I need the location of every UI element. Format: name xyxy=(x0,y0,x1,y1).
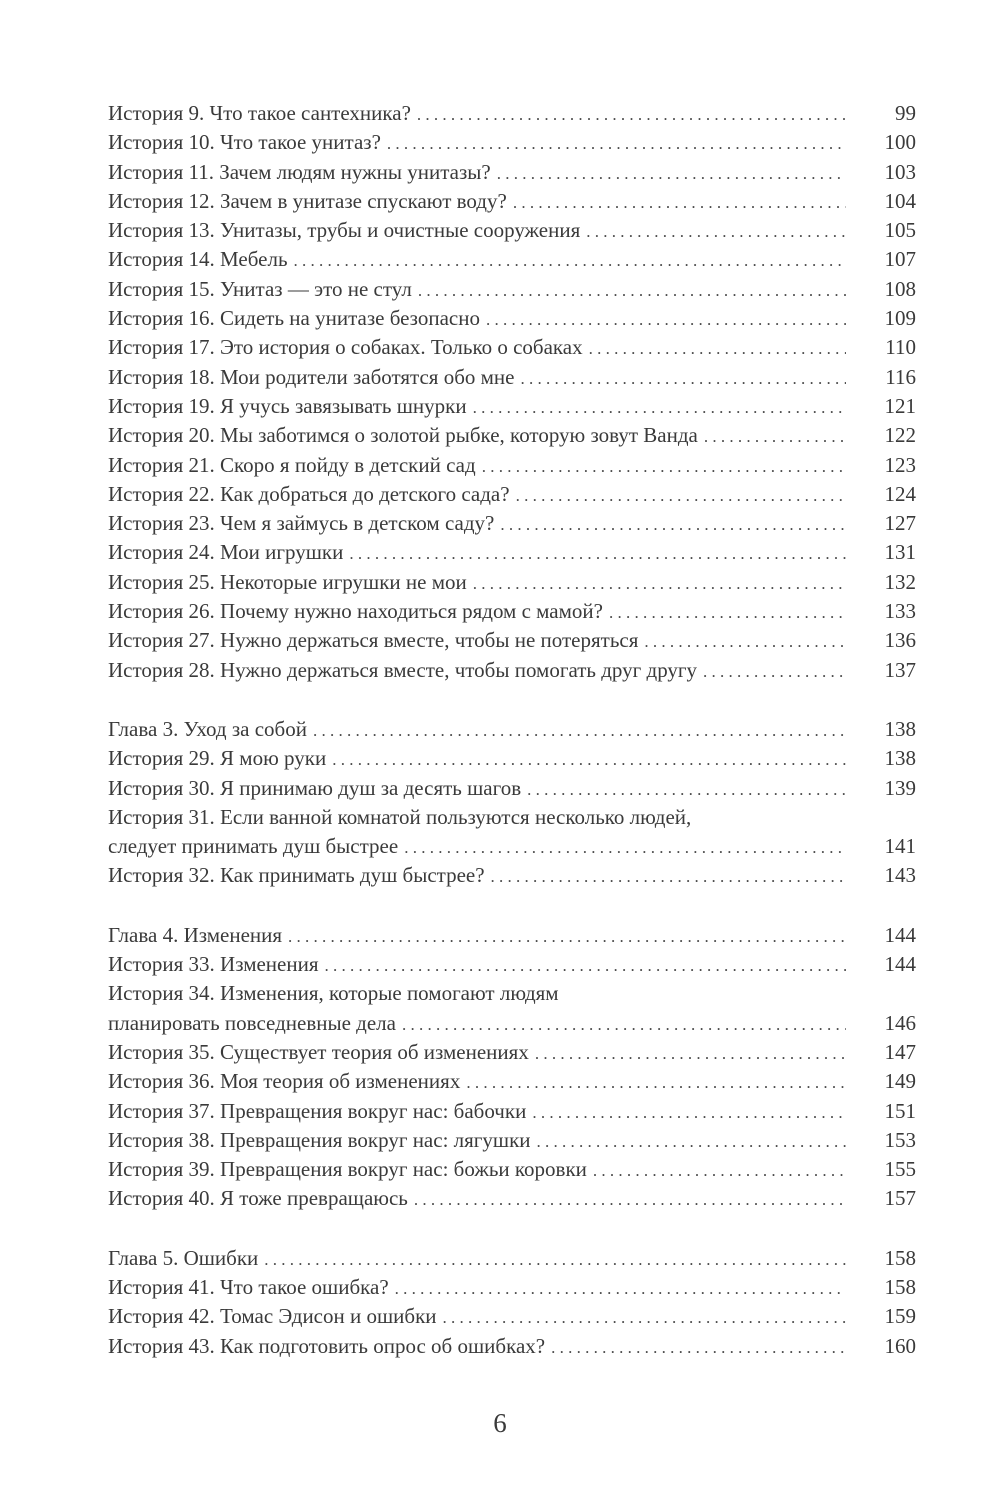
toc-entry-title: История 13. Унитазы, трубы и очистные сооружения xyxy=(108,218,581,243)
toc-entry-page: 110 xyxy=(885,335,916,360)
toc-entry-title: История 43. Как подготовить опрос об ошибках? xyxy=(108,1333,546,1358)
toc-entry-title: История 14. Мебель xyxy=(108,247,288,272)
dot-leader xyxy=(417,99,846,128)
dot-leader xyxy=(325,950,846,979)
toc-entry-title: История 21. Скоро я пойду в детский сад xyxy=(108,452,476,477)
dot-leader xyxy=(704,421,846,450)
toc-entry-page: 138 xyxy=(884,746,916,771)
dot-leader xyxy=(527,774,846,803)
dot-leader xyxy=(586,216,846,245)
dot-leader xyxy=(349,538,846,567)
toc-entry-title: История 16. Сидеть на унитазе безопасно xyxy=(108,306,480,331)
toc-entry-title: Глава 5. Ошибки xyxy=(108,1245,259,1270)
toc-entry-page: 108 xyxy=(884,276,916,301)
toc-entry-page: 139 xyxy=(884,775,916,800)
dot-leader xyxy=(313,715,846,744)
toc-entry-title-line: История 31. Если ванной комнатой пользуются несколько людей, xyxy=(108,804,692,829)
toc-entry-page: 100 xyxy=(884,130,916,155)
table-of-contents xyxy=(108,99,916,1391)
toc-entry-page: 158 xyxy=(884,1274,916,1299)
toc-entry xyxy=(108,626,916,655)
dot-leader xyxy=(535,1038,846,1067)
dot-leader xyxy=(609,597,846,626)
toc-entry xyxy=(108,216,916,245)
dot-leader xyxy=(703,656,846,685)
toc-entry xyxy=(108,832,916,861)
toc-entry-page: 121 xyxy=(884,393,916,418)
toc-entry-title: История 33. Изменения xyxy=(108,952,319,977)
toc-entry-title: Глава 4. Изменения xyxy=(108,922,283,947)
toc-entry xyxy=(108,451,916,480)
toc-entry-page: 122 xyxy=(884,423,916,448)
toc-entry xyxy=(108,1155,916,1184)
toc-entry-title: История 28. Нужно держаться вместе, чтобы помогать друг другу xyxy=(108,657,698,682)
toc-entry-page: 159 xyxy=(884,1304,916,1329)
toc-entry xyxy=(108,715,916,744)
toc-entry-title: История 36. Моя теория об изменениях xyxy=(108,1069,461,1094)
toc-entry xyxy=(108,1332,916,1361)
toc-entry-page: 155 xyxy=(884,1157,916,1182)
toc-entry-page: 160 xyxy=(884,1333,916,1358)
toc-entry-title: История 9. Что такое сантехника? xyxy=(108,101,411,125)
toc-section xyxy=(108,921,916,1214)
toc-entry-page: 132 xyxy=(884,569,916,594)
toc-entry-page: 146 xyxy=(884,1010,916,1035)
toc-entry-page: 127 xyxy=(884,511,916,536)
toc-entry xyxy=(108,774,916,803)
toc-entry xyxy=(108,275,916,304)
toc-entry-title: История 11. Зачем людям нужны унитазы? xyxy=(108,159,491,184)
dot-leader xyxy=(264,1244,846,1273)
toc-entry-title: История 23. Чем я займусь в детском саду? xyxy=(108,511,495,536)
toc-entry xyxy=(108,538,916,567)
toc-entry-title: История 29. Я мою руки xyxy=(108,746,327,771)
toc-entry-title: планировать повседневные дела xyxy=(108,1010,396,1035)
toc-entry-page: 157 xyxy=(884,1186,916,1211)
dot-leader xyxy=(402,1009,846,1038)
toc-entry xyxy=(108,597,916,626)
toc-entry xyxy=(108,744,916,773)
toc-entry-title: История 41. Что такое ошибка? xyxy=(108,1274,389,1299)
toc-entry xyxy=(108,1067,916,1096)
toc-entry-title: История 20. Мы заботимся о золотой рыбке, которую зовут Ванда xyxy=(108,423,698,448)
dot-leader xyxy=(521,363,847,392)
dot-leader xyxy=(414,1184,846,1213)
toc-entry-page: 109 xyxy=(884,306,916,331)
toc-entry-title: История 10. Что такое унитаз? xyxy=(108,130,381,155)
dot-leader xyxy=(497,158,846,187)
dot-leader xyxy=(473,568,846,597)
toc-entry-title: История 12. Зачем в унитазе спускают воду? xyxy=(108,188,507,213)
toc-entry-page: 99 xyxy=(895,101,916,125)
toc-entry xyxy=(108,950,916,979)
toc-entry xyxy=(108,1184,916,1213)
toc-entry-title: История 37. Превращения вокруг нас: бабочки xyxy=(108,1098,527,1123)
toc-entry-title: следует принимать душ быстрее xyxy=(108,834,399,859)
toc-entry-page: 116 xyxy=(885,364,916,389)
toc-entry-title: История 40. Я тоже превращаюсь xyxy=(108,1186,408,1211)
toc-entry-page: 137 xyxy=(884,657,916,682)
toc-entry-page: 143 xyxy=(884,863,916,888)
dot-leader xyxy=(387,128,846,157)
toc-entry-page: 141 xyxy=(884,834,916,859)
toc-entry xyxy=(108,656,916,685)
toc-entry-page: 123 xyxy=(884,452,916,477)
page-number: 6 xyxy=(493,1408,507,1438)
toc-entry-page: 158 xyxy=(884,1245,916,1270)
toc-entry-page: 136 xyxy=(884,628,916,653)
toc-entry-page: 131 xyxy=(884,540,916,565)
dot-leader xyxy=(395,1273,846,1302)
dot-leader xyxy=(332,744,846,773)
toc-entry-title: История 18. Мои родители заботятся обо мне xyxy=(108,364,515,389)
dot-leader xyxy=(513,187,846,216)
toc-entry xyxy=(108,304,916,333)
toc-entry xyxy=(108,158,916,187)
toc-entry xyxy=(108,480,916,509)
toc-section xyxy=(108,1244,916,1361)
dot-leader xyxy=(551,1332,846,1361)
toc-entry xyxy=(108,1302,916,1331)
toc-entry-title: История 19. Я учусь завязывать шнурки xyxy=(108,393,467,418)
dot-leader xyxy=(288,921,846,950)
toc-entry xyxy=(108,1244,916,1273)
toc-entry-title: История 24. Мои игрушки xyxy=(108,540,344,565)
toc-entry-page: 151 xyxy=(884,1098,916,1123)
toc-entry-title: История 39. Превращения вокруг нас: божьи коровки xyxy=(108,1157,587,1182)
dot-leader xyxy=(532,1097,846,1126)
toc-entry xyxy=(108,921,916,950)
dot-leader xyxy=(418,275,846,304)
toc-entry xyxy=(108,392,916,421)
toc-entry-title: История 15. Унитаз — это не стул xyxy=(108,276,412,301)
toc-section xyxy=(108,99,916,685)
toc-entry-title: История 17. Это история о собаках. Только о собаках xyxy=(108,335,583,360)
toc-entry-title: История 30. Я принимаю душ за десять шагов xyxy=(108,775,522,800)
toc-entry xyxy=(108,1038,916,1067)
toc-entry-page: 149 xyxy=(884,1069,916,1094)
dot-leader xyxy=(491,861,846,890)
dot-leader xyxy=(516,480,846,509)
toc-entry xyxy=(108,187,916,216)
dot-leader xyxy=(482,451,846,480)
toc-entry xyxy=(108,245,916,274)
toc-entry-page: 147 xyxy=(884,1039,916,1064)
toc-entry-page: 144 xyxy=(884,922,916,947)
toc-entry-page: 103 xyxy=(884,159,916,184)
toc-entry xyxy=(108,1097,916,1126)
dot-leader xyxy=(589,333,846,362)
toc-entry-title: История 38. Превращения вокруг нас: лягушки xyxy=(108,1127,531,1152)
toc-section xyxy=(108,715,916,891)
toc-entry xyxy=(108,1009,916,1038)
toc-entry-title: История 26. Почему нужно находиться рядом с мамой? xyxy=(108,599,603,624)
toc-entry xyxy=(108,363,916,392)
toc-entry-page: 107 xyxy=(884,247,916,272)
toc-entry-page: 105 xyxy=(884,218,916,243)
toc-entry-page: 138 xyxy=(884,716,916,741)
toc-entry xyxy=(108,333,916,362)
toc-entry-page: 104 xyxy=(884,188,916,213)
toc-entry xyxy=(108,421,916,450)
toc-entry xyxy=(108,861,916,890)
dot-leader xyxy=(473,392,846,421)
toc-entry-title: История 27. Нужно держаться вместе, чтобы не потеряться xyxy=(108,628,639,653)
dot-leader xyxy=(404,832,846,861)
toc-entry-page: 124 xyxy=(884,481,916,506)
dot-leader xyxy=(486,304,846,333)
toc-entry-title: История 35. Существует теория об изменениях xyxy=(108,1039,529,1064)
toc-entry-page: 144 xyxy=(884,952,916,977)
toc-entry xyxy=(108,128,916,157)
dot-leader xyxy=(537,1126,846,1155)
toc-entry-page: 133 xyxy=(884,599,916,624)
dot-leader xyxy=(443,1302,846,1331)
toc-entry-title: История 22. Как добраться до детского сада? xyxy=(108,481,510,506)
toc-entry-page: 153 xyxy=(884,1127,916,1152)
toc-entry xyxy=(108,1126,916,1155)
dot-leader xyxy=(644,626,846,655)
toc-entry-title: История 25. Некоторые игрушки не мои xyxy=(108,569,467,594)
toc-entry-title-line: История 34. Изменения, которые помогают людям xyxy=(108,981,559,1006)
toc-entry xyxy=(108,509,916,538)
toc-entry xyxy=(108,99,916,128)
dot-leader xyxy=(593,1155,846,1184)
dot-leader xyxy=(466,1067,846,1096)
dot-leader xyxy=(500,509,846,538)
toc-entry xyxy=(108,1273,916,1302)
toc-entry-title: История 42. Томас Эдисон и ошибки xyxy=(108,1304,437,1329)
toc-entry-title: История 32. Как принимать душ быстрее? xyxy=(108,863,485,888)
toc-entry xyxy=(108,568,916,597)
dot-leader xyxy=(294,245,846,274)
toc-entry-title: Глава 3. Уход за собой xyxy=(108,716,307,741)
